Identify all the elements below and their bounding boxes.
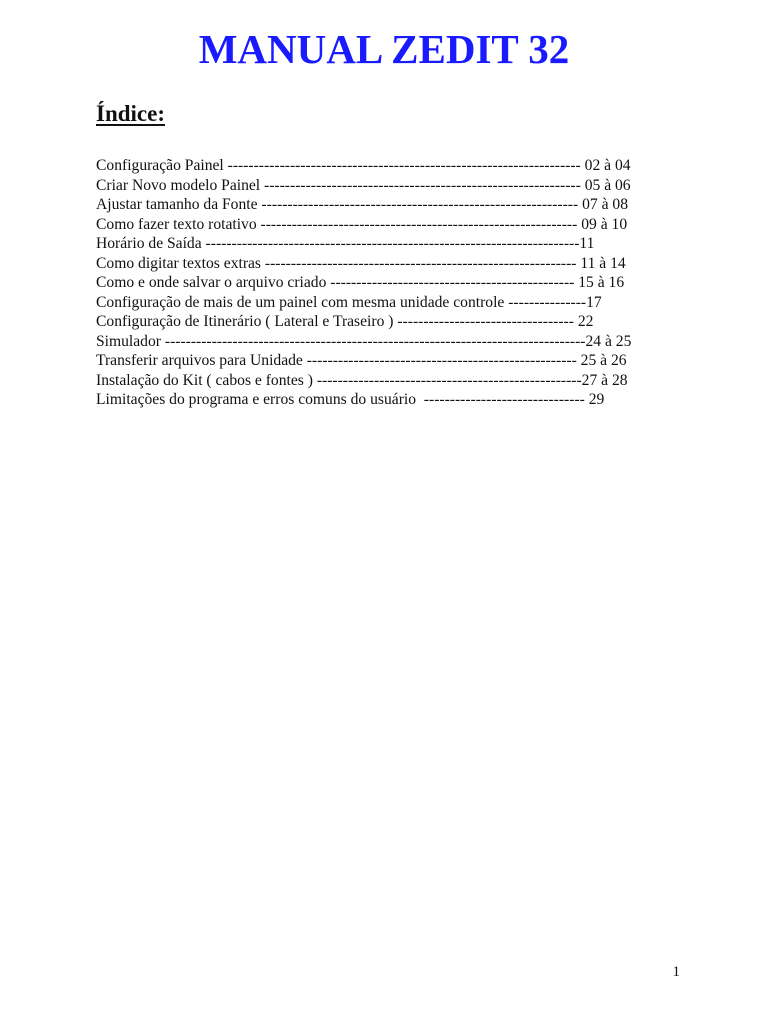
table-of-contents (96, 156, 631, 410)
toc-entry: Ajustar tamanho da Fonte ------------------------------------------------------------- 07 à 08 (96, 196, 628, 213)
page-number: 1 (672, 964, 680, 980)
toc-entry: Limitações do programa e erros comuns do usuário ------------------------------- 29 (96, 391, 605, 408)
toc-entry: Transferir arquivos para Unidade ---------------------------------------------------- 25 à 26 (96, 352, 627, 369)
toc-entry: Instalação do Kit ( cabos e fontes ) ---------------------------------------------------27 à 28 (96, 371, 628, 389)
toc-entry: Configuração de Itinerário ( Lateral e Traseiro ) ---------------------------------- 22 (96, 313, 594, 330)
page-title: MANUAL ZEDIT 32 (198, 26, 570, 72)
toc-entry: Configuração Painel -------------------------------------------------------------------- 02 à 04 (96, 157, 631, 174)
toc-entry: Configuração de mais de um painel com mesma unidade controle ---------------17 (96, 293, 602, 311)
toc-entry: Horário de Saída ------------------------------------------------------------------------11 (96, 235, 595, 252)
toc-entry: Simulador ---------------------------------------------------------------------------------24 à 25 (96, 332, 632, 350)
toc-entry: Como e onde salvar o arquivo criado ----------------------------------------------- 15 à 16 (96, 274, 625, 291)
toc-entry: Como digitar textos extras ------------------------------------------------------------ 11 à 14 (96, 254, 626, 272)
toc-entry: Como fazer texto rotativo ------------------------------------------------------------- 09 à 10 (96, 215, 628, 233)
toc-entry: Criar Novo modelo Painel ------------------------------------------------------------- 05 à 06 (96, 176, 631, 194)
index-heading: Índice: (96, 101, 165, 126)
